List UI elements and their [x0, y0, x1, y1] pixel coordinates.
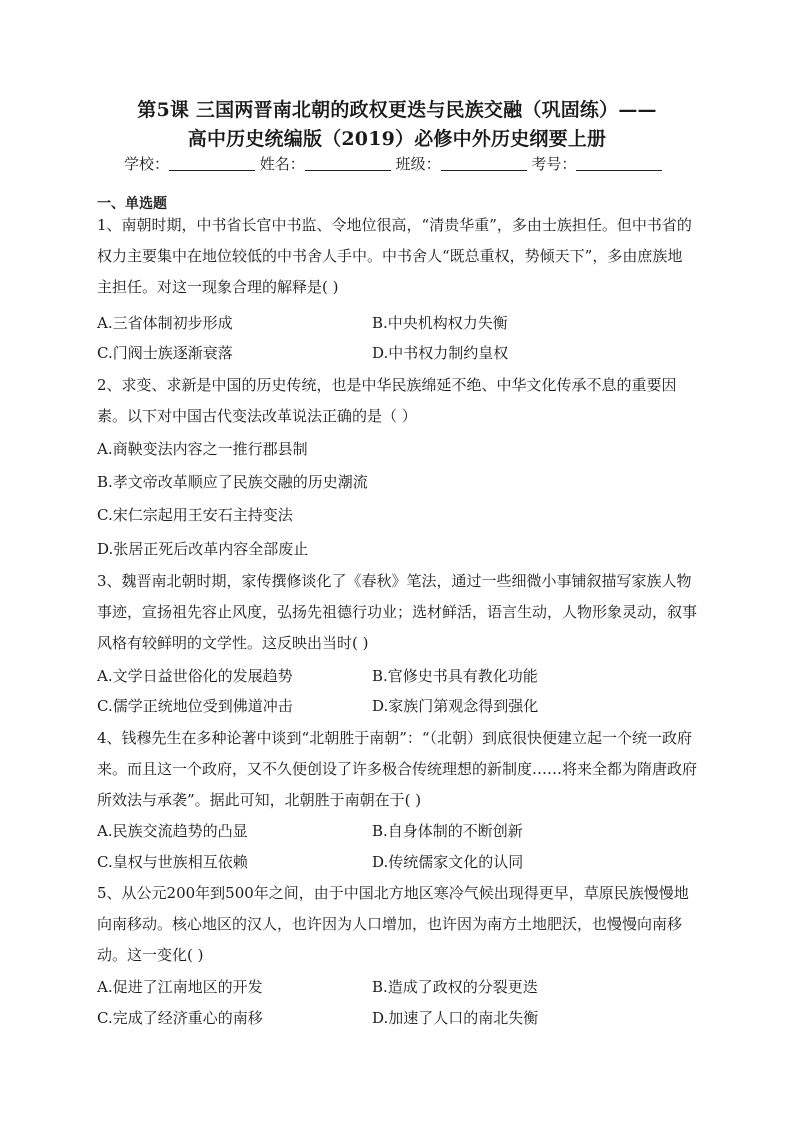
school-blank[interactable]: [169, 156, 255, 171]
question-1-option-b[interactable]: B.中央机构权力失衡: [372, 314, 508, 332]
school-label: 学校：: [124, 155, 170, 173]
question-3-option-b[interactable]: B.官修史书具有教化功能: [372, 667, 538, 685]
question-1-option-d[interactable]: D.中书权力制约皇权: [372, 344, 509, 362]
question-5-option-b[interactable]: B.造成了政权的分裂更迭: [372, 978, 538, 996]
name-blank[interactable]: [305, 156, 391, 171]
question-3-option-c[interactable]: C.儒学正统地位受到佛道冲击: [97, 697, 293, 715]
name-label: 姓名：: [259, 155, 305, 173]
question-4-option-d[interactable]: D.传统儒家文化的认同: [372, 853, 524, 871]
question-4-option-a[interactable]: A.民族交流趋势的凸显: [97, 822, 248, 840]
question-5-option-c[interactable]: C.完成了经济重心的南移: [97, 1009, 263, 1027]
question-3-option-a[interactable]: A.文学日益世俗化的发展趋势: [97, 667, 293, 685]
question-1-option-c[interactable]: C.门阀士族逐渐衰落: [97, 344, 233, 362]
number-blank[interactable]: [576, 156, 662, 171]
question-2-option-a[interactable]: A.商鞅变法内容之一推行郡县制: [97, 440, 308, 458]
question-1-option-a[interactable]: A.三省体制初步形成: [97, 314, 233, 332]
number-label: 考号：: [531, 155, 577, 173]
class-blank[interactable]: [441, 156, 527, 171]
student-info-row: [124, 153, 662, 174]
question-2-option-b[interactable]: B.孝文帝改革顺应了民族交融的历史潮流: [97, 473, 368, 491]
class-label: 班级：: [395, 155, 441, 173]
question-2-option-d[interactable]: D.张居正死后改革内容全部废止: [97, 540, 309, 558]
question-5-stem: 5、从公元200年到500年之间，由于中国北方地区寒冷气候出现得更早，草原民族慢慢地向南移动。核心地区的汉人，也许因为人口增加，也许因为南方土地肥沃，也慢慢向南移动。这一变化( ): [97, 884, 689, 964]
question-4-option-b[interactable]: B.自身体制的不断创新: [372, 822, 523, 840]
question-2-option-c[interactable]: C.宋仁宗起用王安石主持变法: [97, 506, 293, 524]
title-line-1: 第5课 三国两晋南北朝的政权更迭与民族交融（巩固练）——: [137, 99, 657, 121]
section-heading: 一、单选题: [97, 196, 167, 212]
question-5-option-d[interactable]: D.加速了人口的南北失衡: [372, 1009, 539, 1027]
question-3-stem: 3、魏晋南北朝时期，家传撰修谈化了《春秋》笔法，通过一些细微小事铺叙描写家族人物事迹，宣扬祖先容止风度，弘扬先祖德行功业；选材鲜活，语言生动，人物形象灵动，叙事风格有较鲜明的文学性。这反映出当时( ): [97, 572, 698, 652]
question-1-stem: 1、南朝时期，中书省长官中书监、令地位很高，“清贵华重”，多由士族担任。但中书省的权力主要集中在地位较低的中书舍人手中。中书舍人“既总重权，势倾天下”，多由庶族地主担任。对这一现象合理的解释是( ): [97, 216, 692, 296]
question-3-option-d[interactable]: D.家族门第观念得到强化: [372, 697, 539, 715]
question-4-option-c[interactable]: C.皇权与世族相互依赖: [97, 853, 248, 871]
question-5-option-a[interactable]: A.促进了江南地区的开发: [97, 978, 263, 996]
question-2-stem: 2、求变、求新是中国的历史传统，也是中华民族绵延不绝、中华文化传承不息的重要因素。以下对中国古代变法改革说法正确的是（ ）: [97, 376, 677, 425]
question-4-stem: 4、钱穆先生在多种论著中谈到“北朝胜于南朝”：“（北朝）到底很快便建立起一个统一政府来。而且这一个政府，又不久便创设了许多极合传统理想的新制度……将来全都为隋唐政府所效法与承袭”。据此可知，北朝胜于南朝在于( ): [97, 729, 698, 809]
title-line-2: 高中历史统编版（2019）必修中外历史纲要上册: [187, 128, 607, 150]
